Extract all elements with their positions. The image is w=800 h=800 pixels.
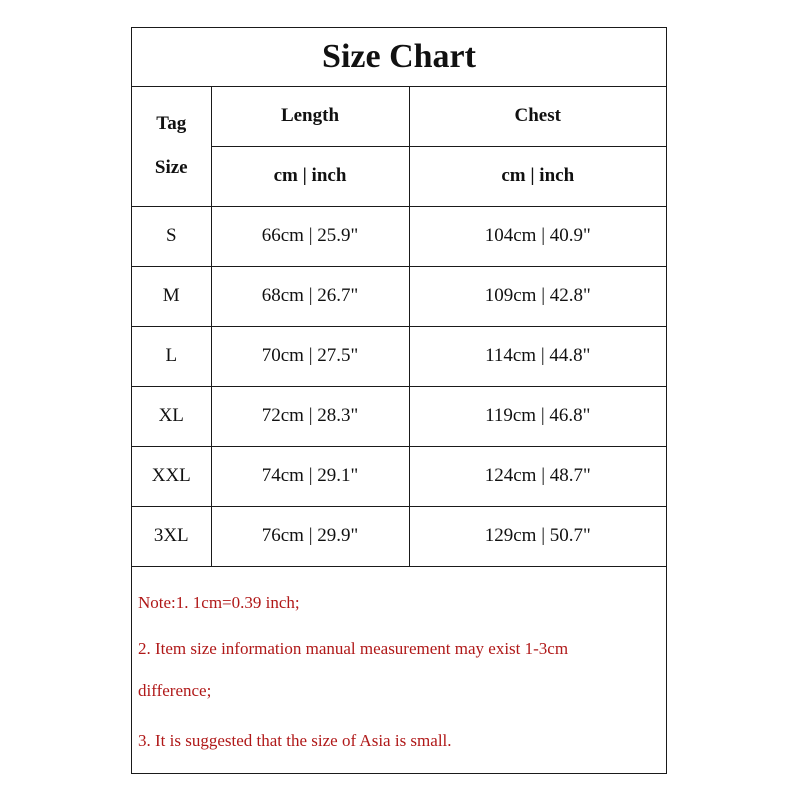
note-line-3: difference; bbox=[138, 681, 212, 700]
note-line-4: 3. It is suggested that the size of Asia is small. bbox=[138, 731, 452, 750]
length-cell: 70cm | 27.5" bbox=[211, 326, 409, 386]
length-cell: 74cm | 29.1" bbox=[211, 446, 409, 506]
table-row bbox=[132, 326, 666, 386]
header-row bbox=[132, 87, 666, 146]
size-table bbox=[132, 87, 666, 567]
length-unit-header: cm | inch bbox=[211, 146, 409, 206]
chest-cell: 109cm | 42.8" bbox=[409, 266, 666, 326]
chest-cell: 119cm | 46.8" bbox=[409, 386, 666, 446]
size-chart bbox=[131, 27, 667, 774]
table-row bbox=[132, 446, 666, 506]
size-cell: M bbox=[132, 266, 211, 326]
table-row bbox=[132, 506, 666, 566]
size-cell: S bbox=[132, 206, 211, 266]
chest-cell: 124cm | 48.7" bbox=[409, 446, 666, 506]
size-cell: XL bbox=[132, 386, 211, 446]
chest-cell: 114cm | 44.8" bbox=[409, 326, 666, 386]
length-cell: 76cm | 29.9" bbox=[211, 506, 409, 566]
chart-title: Size Chart bbox=[132, 28, 666, 87]
size-cell: L bbox=[132, 326, 211, 386]
chest-cell: 129cm | 50.7" bbox=[409, 506, 666, 566]
table-row bbox=[132, 206, 666, 266]
table-row bbox=[132, 266, 666, 326]
size-cell: 3XL bbox=[132, 506, 211, 566]
chest-unit-header: cm | inch bbox=[409, 146, 666, 206]
length-cell: 68cm | 26.7" bbox=[211, 266, 409, 326]
note-line-2: 2. Item size information manual measurement may exist 1-3cm bbox=[138, 639, 569, 658]
tag-size-header-line2: Size bbox=[154, 157, 188, 179]
length-header: Length bbox=[211, 87, 409, 146]
unit-row bbox=[132, 146, 666, 206]
tag-size-header-line1: Tag bbox=[156, 113, 187, 135]
size-cell: XXL bbox=[132, 446, 211, 506]
note-line-1: Note:1. 1cm=0.39 inch; bbox=[138, 593, 300, 612]
chest-cell: 104cm | 40.9" bbox=[409, 206, 666, 266]
chest-header: Chest bbox=[409, 87, 666, 146]
tag-size-header bbox=[132, 87, 211, 206]
length-cell: 66cm | 25.9" bbox=[211, 206, 409, 266]
length-cell: 72cm | 28.3" bbox=[211, 386, 409, 446]
table-row bbox=[132, 386, 666, 446]
